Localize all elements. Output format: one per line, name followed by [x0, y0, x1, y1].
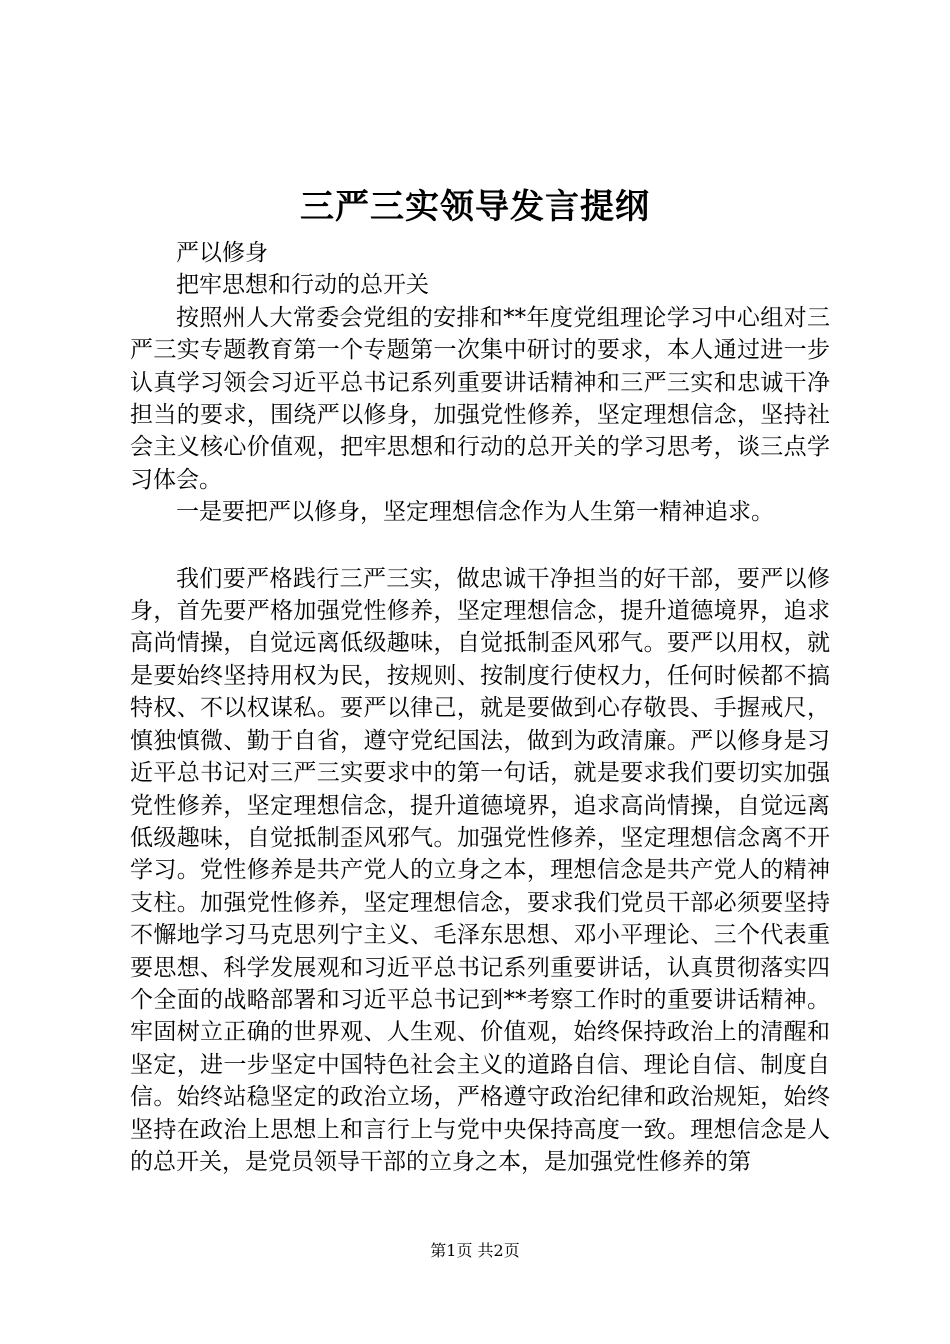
page-footer: 第1页 共2页 [430, 1241, 520, 1260]
point-one-heading: 一是要把严以修身，坚定理想信念作为人生第一精神追求。 [176, 499, 774, 526]
section-heading: 严以修身 [176, 240, 268, 266]
paragraph-gap [130, 529, 830, 563]
document-body [130, 237, 830, 1178]
section-subheading: 把牢思想和行动的总开关 [176, 272, 429, 299]
intro-paragraph: 按照州人大常委会党组的安排和**年度党组理论学习中心组对三严三实专题教育第一个专题第一次集中研讨的要求，本人通过进一步认真学习领会习近平总书记系列重要讲话精神和三严三实和忠诚干净担当的要求，围绕严以修身，加强党性修养，坚定理想信念，坚持社会主义核心价值观，把牢思想和行动的总开关的学习思考，谈三点学习体会。 [130, 304, 830, 493]
body-paragraph: 我们要严格践行三严三实，做忠诚干净担当的好干部，要严以修身，首先要严格加强党性修养，坚定理想信念，提升道德境界，追求高尚情操，自觉远离低级趣味，自觉抵制歪风邪气。要严以用权，就是要始终坚持用权为民，按规则、按制度行使权力，任何时候都不搞特权、不以权谋私。要严以律己，就是要做到心存敬畏、手握戒尺，慎独慎微、勤于自省，遵守党纪国法，做到为政清廉。严以修身是习近平总书记对三严三实要求中的第一句话，就是要求我们要切实加强党性修养，坚定理想信念，提升道德境界，追求高尚情操，自觉远离低级趣味，自觉抵制歪风邪气。加强党性修养，坚定理想信念离不开学习。党性修养是共产党人的立身之本，理想信念是共产党人的精神支柱。加强党性修养，坚定理想信念，要求我们党员干部必须要坚持不懈地学习马克思列宁主义、毛泽东思想、邓小平理论、三个代表重要思想、科学发展观和习近平总书记系列重要讲话，认真贯彻落实四个全面的战略部署和习近平总书记到**考察工作时的重要讲话精神。牢固树立正确的世界观、人生观、价值观，始终保持政治上的清醒和坚定，进一步坚定中国特色社会主义的道路自信、理论自信、制度自信。始终站稳坚定的政治立场，严格遵守政治纪律和政治规矩，始终坚持在政治上思想上和言行上与党中央保持高度一致。理想信念是人的总开关，是党员领导干部的立身之本，是加强党性修养的第 [130, 565, 830, 1175]
document-title: 三严三实领导发言提纲 [300, 187, 650, 227]
